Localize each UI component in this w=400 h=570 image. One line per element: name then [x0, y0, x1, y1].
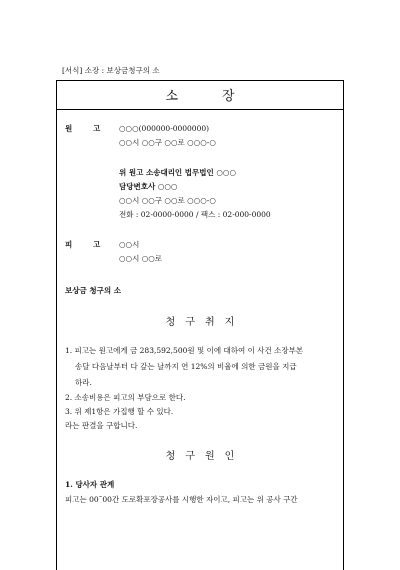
lawyer-name: 담당변호사 ○○○ — [119, 182, 178, 191]
title-divider — [57, 109, 343, 110]
form-caption: [서식] 소장 : 보상금청구의 소 — [62, 66, 160, 75]
claim-item-3: 3. 위 제1항은 가집행 할 수 있다. — [65, 407, 174, 416]
defendant-name: ○○시 — [119, 240, 140, 249]
complaint-document — [56, 80, 344, 570]
plaintiff-name: ○○○(000000-0000000) — [119, 124, 210, 133]
case-name: 보상금 청구의 소 — [65, 286, 121, 295]
claim-item-1-line-3: 하라. — [75, 378, 92, 387]
defendant-address: ○○시 ○○로 — [119, 254, 163, 263]
defendant-label: 피 고 — [65, 240, 101, 249]
plaintiff-label: 원 고 — [65, 124, 101, 133]
claim-closing: 라는 판결을 구합니다. — [65, 421, 138, 430]
claim-item-1-line-1: 1. 피고는 원고에게 금 283,592,500원 및 이에 대하여 이 사건 소장부본 — [65, 346, 304, 355]
agent-contact: 전화 : 02-0000-0000 / 팩스 : 02-000-0000 — [119, 210, 271, 219]
cause-text-1: 피고는 00˜00간 도로확포장공사를 시행한 자이고, 피고는 위 공사 구간 — [65, 495, 298, 504]
agent-title: 위 원고 소송대리인 법무법인 ○○○ — [119, 168, 237, 177]
claim-purpose-heading: 청 구 취 지 — [165, 317, 235, 328]
cause-subheading-1: 1. 당사자 관계 — [65, 480, 115, 489]
claim-item-2: 2. 소송비용은 피고의 부담으로 한다. — [65, 393, 186, 402]
agent-address: ○○시 ○○구 ○○로 ○○○-○ — [119, 196, 216, 205]
claim-cause-heading: 청 구 원 인 — [165, 451, 235, 462]
plaintiff-address: ○○시 ○○구 ○○로 ○○○-○ — [119, 138, 216, 147]
document-title: 소 장 — [165, 89, 235, 104]
claim-item-1-line-2: 송달 다음날부터 다 갚는 날까지 연 12%의 비율에 의한 금원을 지급 — [75, 362, 297, 371]
